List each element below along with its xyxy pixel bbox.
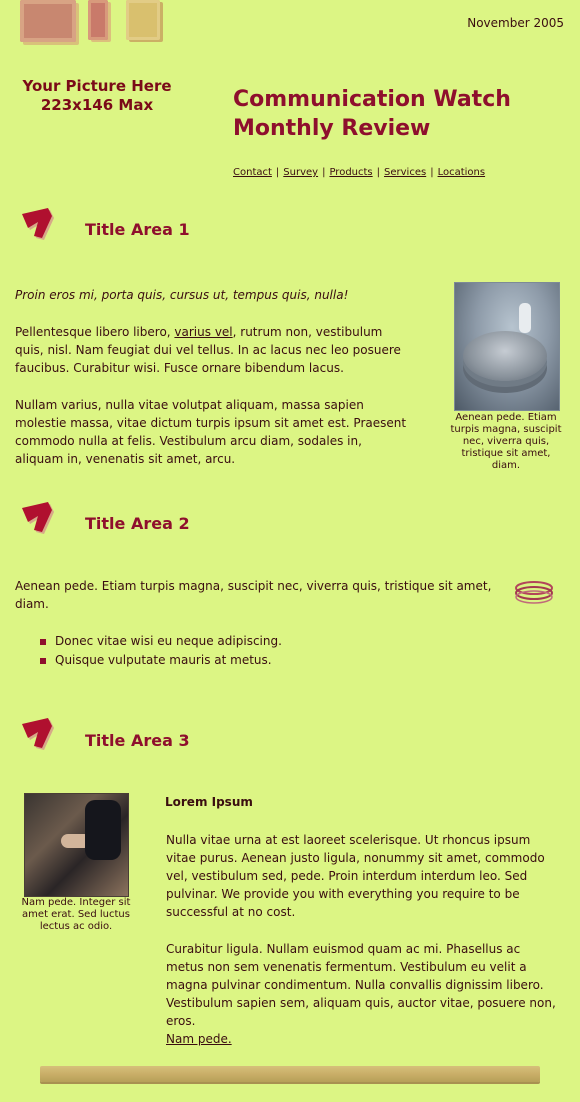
figure-shape — [519, 303, 531, 333]
section1-paragraph-2: Nullam varius, nulla vitae volutpat aliquam, massa sapien molestie massa, vitae dictum turpis ipsum sit amet est. Praesent commodo nulla at felis. Vestibulum arcu diam, sodales in, aliquam in, venenatis sit amet, arcu. — [15, 398, 407, 466]
section1-intro: Proin eros mi, porta quis, cursus ut, tempus quis, nulla! — [15, 288, 349, 302]
picture-placeholder — [22, 77, 172, 115]
nav-link-products[interactable]: Products — [329, 167, 373, 178]
coin-photo — [454, 282, 560, 411]
section2-bullet-list — [15, 632, 435, 670]
nav-separator: | — [376, 167, 381, 178]
section1-inline-link[interactable]: varius vel — [174, 325, 233, 339]
nav-link-services[interactable]: Services — [384, 167, 427, 178]
section1-para1-text: Pellentesque libero libero, — [15, 325, 175, 339]
section3-para2-text: Curabitur ligula. Nullam euismod quam ac mi. Phasellus ac metus non sem venenatis fermentum. Vestibulum eu velit a magna pulvinar condimentum. Nulla convallis dignissim libero. Vestibulum sapien sem, aliquam quis, auctor vitae, posuere non, eros. — [166, 942, 556, 1028]
section-title-3: Title Area 3 — [85, 731, 190, 750]
nav-separator: | — [275, 167, 280, 178]
section3-paragraph-2 — [166, 940, 558, 1048]
header-decor-block-2 — [88, 0, 108, 40]
section-title-2: Title Area 2 — [85, 514, 190, 533]
boomerang-icon — [20, 502, 56, 538]
section1-para1-text-end: , rutrum non, vestibulum quis, nisl. Nam feugiat dui vel tellus. In ac lacus nec leo posuere faucibus. Curabitur wisi. Fusce ornare bibendum lacus. — [15, 325, 401, 375]
page-title — [233, 85, 511, 143]
section3-link[interactable]: Nam pede. — [166, 1032, 232, 1046]
top-nav — [233, 167, 485, 178]
nav-separator: | — [430, 167, 434, 178]
photo-caption-3: Nam pede. Integer sit amet erat. Sed luctus lectus ac odio. — [21, 897, 131, 932]
suit-shape — [85, 800, 121, 860]
coin-shape — [463, 331, 547, 381]
header-decor-block-1 — [20, 0, 76, 42]
page-title-line2: Monthly Review — [233, 116, 431, 141]
section3-paragraph-1: Nulla vitae urna at est laoreet scelerisque. Ut rhoncus ipsum vitae purus. Aenean justo ligula, nonummy sit amet, commodo vel, vestibulum sed, pede. Proin interdum interdum leo. Sed pulvinar. We provide you with everything you require to be successful at no cost. — [166, 833, 545, 919]
footer-bar — [40, 1066, 540, 1082]
section2-paragraph: Aenean pede. Etiam turpis magna, suscipit nec, viverra quis, tristique sit amet, diam. — [15, 579, 492, 611]
nav-link-contact[interactable]: Contact — [233, 167, 272, 178]
nav-separator: | — [322, 167, 326, 178]
picture-placeholder-line2: 223x146 Max — [40, 96, 154, 114]
boomerang-icon — [20, 208, 56, 244]
handshake-photo — [24, 793, 129, 897]
issue-date: November 2005 — [467, 16, 564, 30]
page-title-line1: Communication Watch — [233, 87, 511, 112]
ring-icon — [514, 580, 554, 604]
nav-link-survey[interactable]: Survey — [283, 167, 319, 178]
section3-subhead: Lorem Ipsum — [165, 795, 253, 809]
boomerang-icon — [20, 718, 56, 754]
header-decor-block-3 — [126, 0, 160, 40]
section-title-1: Title Area 1 — [85, 220, 190, 239]
section1-paragraph-1 — [15, 323, 413, 377]
picture-placeholder-line1: Your Picture Here — [22, 77, 172, 95]
list-item: Quisque vulputate mauris at metus. — [15, 651, 435, 670]
photo-caption-1: Aenean pede. Etiam turpis magna, suscipit nec, viverra quis, tristique sit amet, diam. — [450, 412, 562, 471]
list-item: Donec vitae wisi eu neque adipiscing. — [15, 632, 435, 651]
nav-link-locations[interactable]: Locations — [437, 167, 486, 178]
